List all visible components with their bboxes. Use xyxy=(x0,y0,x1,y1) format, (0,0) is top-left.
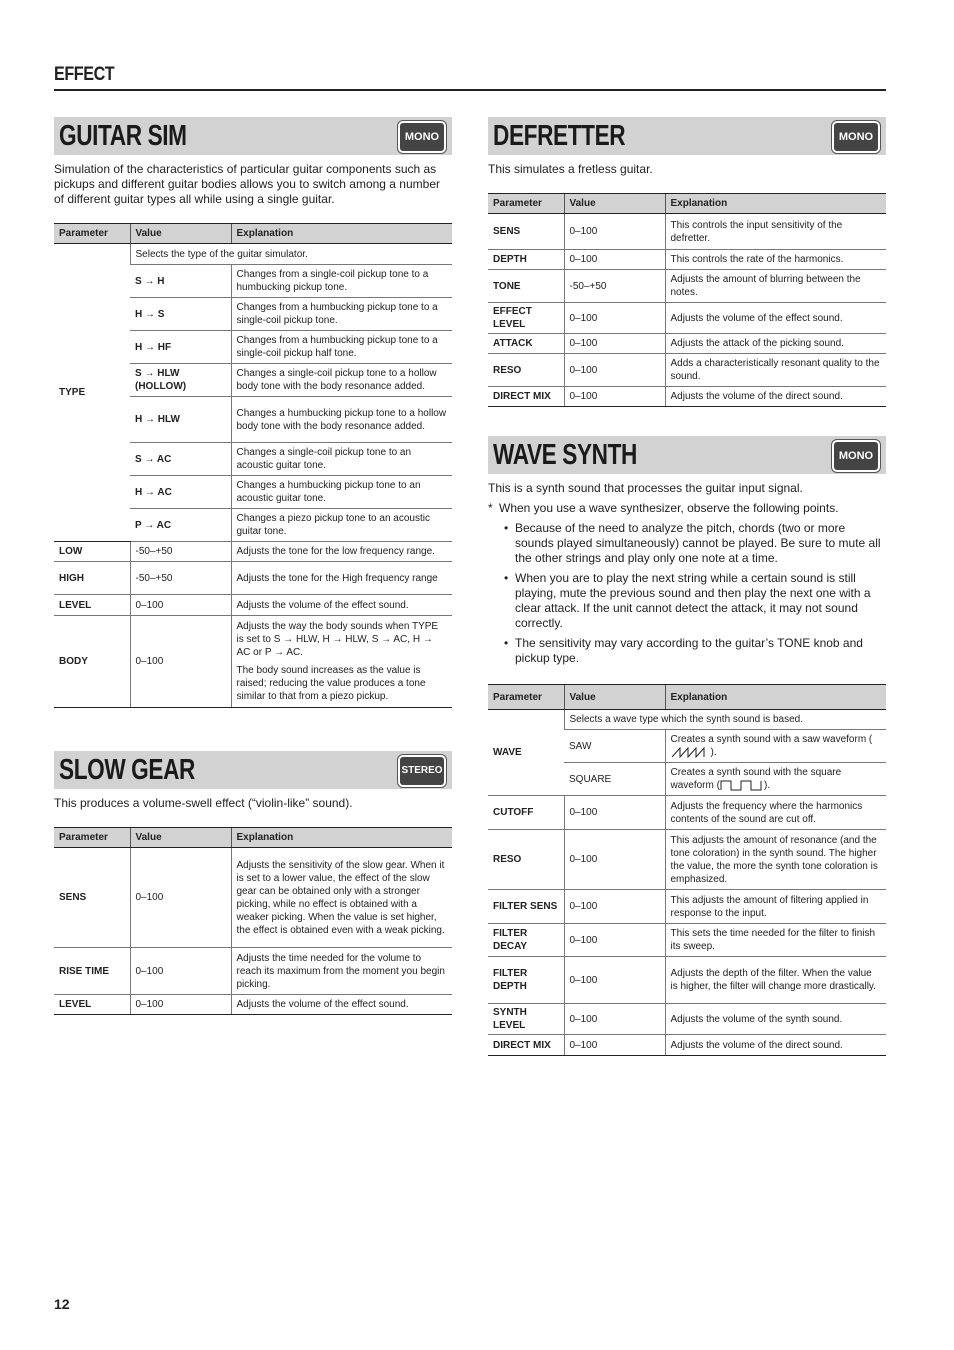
param-value: 0–100 xyxy=(564,387,665,407)
page-number: 12 xyxy=(54,1296,70,1312)
wave-synth-note xyxy=(488,501,886,516)
param-value: 0–100 xyxy=(130,595,231,616)
param-value: 0–100 xyxy=(564,214,665,250)
header-value: Value xyxy=(130,828,231,848)
header-explanation: Explanation xyxy=(665,685,886,710)
slow-gear-table-body xyxy=(54,848,452,1015)
list-item xyxy=(488,521,886,566)
table-row xyxy=(54,595,452,616)
body-explanation-1: Adjusts the way the body sounds when TYPE is set to S → HLW, H → HLW, S → AC, H → AC or P → AC. xyxy=(236,621,439,658)
param-explanation: This adjusts the amount of resonance (and the tone coloration) in the synth sound. The higher the value, the more the synth tone coloration is emphasized. xyxy=(665,830,886,890)
param-explanation: This controls the rate of the harmonics. xyxy=(665,250,886,270)
wave-option-text-end: ). xyxy=(763,780,771,791)
header-parameter: Parameter xyxy=(488,194,564,214)
slow-gear-intro: This produces a volume-swell effect (“violin-like” sound). xyxy=(54,796,353,810)
table-row xyxy=(488,924,886,957)
param-name: CUTOFF xyxy=(488,796,564,830)
header-explanation: Explanation xyxy=(231,224,452,244)
param-name: ATTACK xyxy=(488,334,564,354)
type-option-value: S → HLW (HOLLOW) xyxy=(130,364,231,397)
param-explanation: Adjusts the amount of blurring between the notes. xyxy=(665,270,886,303)
header-explanation: Explanation xyxy=(665,194,886,214)
param-name: LEVEL xyxy=(54,995,130,1015)
param-name: DEPTH xyxy=(488,250,564,270)
param-explanation: Adjusts the depth of the filter. When the value is higher, the filter will change more drastically. xyxy=(665,957,886,1004)
defretter-title: DEFRETTER xyxy=(493,120,626,152)
defretter-table-body xyxy=(488,214,886,407)
param-value: -50–+50 xyxy=(130,562,231,595)
param-value: 0–100 xyxy=(130,995,231,1015)
param-name: LOW xyxy=(54,542,130,562)
param-name: RESO xyxy=(488,354,564,387)
wave-description: Selects a wave type which the synth sound is based. xyxy=(564,710,886,730)
bullet-dot: • xyxy=(504,636,509,650)
body-explanation-2: The body sound increases as the value is raised; reducing the value produces a tone similar to that from a piezo pickup. xyxy=(236,665,426,702)
table-row xyxy=(488,334,886,354)
bullet-dot: • xyxy=(504,571,509,585)
defretter-title-bar xyxy=(488,117,886,155)
param-value: -50–+50 xyxy=(130,542,231,562)
param-value: 0–100 xyxy=(564,354,665,387)
type-option-value: H → HLW xyxy=(130,397,231,443)
type-option-value: S → AC xyxy=(130,443,231,476)
saw-wave-icon xyxy=(671,747,711,758)
param-name: FILTER DECAY xyxy=(488,924,564,957)
wave-synth-title: WAVE SYNTH xyxy=(493,439,637,471)
wave-option-value: SAW xyxy=(564,730,665,763)
param-explanation: This sets the time needed for the filter to finish its sweep. xyxy=(665,924,886,957)
param-value: 0–100 xyxy=(564,250,665,270)
param-explanation xyxy=(231,616,452,708)
mono-badge: MONO xyxy=(832,121,880,153)
param-explanation: Adds a characteristically resonant quality to the sound. xyxy=(665,354,886,387)
type-option-explanation: Changes a humbucking pickup tone to an acoustic guitar tone. xyxy=(231,476,452,509)
param-value: -50–+50 xyxy=(564,270,665,303)
param-explanation: Adjusts the attack of the picking sound. xyxy=(665,334,886,354)
table-header-row xyxy=(488,685,886,710)
param-value: 0–100 xyxy=(130,848,231,948)
header-parameter: Parameter xyxy=(54,828,130,848)
type-description: Selects the type of the guitar simulator. xyxy=(130,244,452,265)
header-divider xyxy=(54,89,886,91)
wave-synth-title-bar xyxy=(488,436,886,474)
type-option-explanation: Changes a humbucking pickup tone to a hollow body tone with the body resonance added. xyxy=(231,397,452,443)
header-parameter: Parameter xyxy=(488,685,564,710)
table-row xyxy=(488,303,886,334)
defretter-table xyxy=(488,193,886,407)
table-header-row xyxy=(488,194,886,214)
table-row xyxy=(54,995,452,1015)
table-row xyxy=(54,948,452,995)
note-text: When you use a wave synthesizer, observe the following points. xyxy=(499,501,839,515)
table-row xyxy=(488,387,886,407)
table-row xyxy=(488,830,886,890)
param-explanation: Adjusts the volume of the direct sound. xyxy=(665,1035,886,1056)
wave-option-explanation xyxy=(665,730,886,763)
table-row xyxy=(54,616,452,708)
param-explanation: Adjusts the frequency where the harmonics contents of the sound are cut off. xyxy=(665,796,886,830)
wave-synth-intro xyxy=(488,481,886,671)
bullet-text: Because of the need to analyze the pitch, chords (two or more sounds played simultaneously) cannot be played. Be sure to mute all the other strings and play only one note at a time. xyxy=(515,521,881,565)
stereo-badge: STEREO xyxy=(398,755,446,787)
table-row xyxy=(54,542,452,562)
table-row xyxy=(54,562,452,595)
param-explanation: Adjusts the volume of the effect sound. xyxy=(665,303,886,334)
param-name: RISE TIME xyxy=(54,948,130,995)
param-name: LEVEL xyxy=(54,595,130,616)
header-value: Value xyxy=(564,685,665,710)
param-name: DIRECT MIX xyxy=(488,1035,564,1056)
param-value: 0–100 xyxy=(130,948,231,995)
table-header-row xyxy=(54,224,452,244)
table-row xyxy=(488,354,886,387)
header-value: Value xyxy=(130,224,231,244)
table-row xyxy=(54,848,452,948)
type-option-explanation: Changes a piezo pickup tone to an acoustic guitar tone. xyxy=(231,509,452,542)
wave-option-value: SQUARE xyxy=(564,763,665,796)
guitar-sim-title: GUITAR SIM xyxy=(59,120,187,152)
list-item xyxy=(488,571,886,631)
param-name: FILTER DEPTH xyxy=(488,957,564,1004)
slow-gear-title: SLOW GEAR xyxy=(59,754,195,786)
type-option-explanation: Changes from a single-coil pickup tone to a humbucking pickup tone. xyxy=(231,265,452,298)
param-value: 0–100 xyxy=(564,957,665,1004)
table-row xyxy=(488,796,886,830)
guitar-sim-table xyxy=(54,223,452,708)
param-value: 0–100 xyxy=(564,334,665,354)
param-type: TYPE xyxy=(54,244,130,542)
param-explanation: Adjusts the sensitivity of the slow gear. When it is set to a lower value, the effect of the slow gear can be obtained only with a stronger picking, while no effect is obtained with a weaker picking. When the value is set higher, the effect is obtained even with a weak picking. xyxy=(231,848,452,948)
type-option-value: S → H xyxy=(130,265,231,298)
note-asterisk: * xyxy=(488,501,493,515)
guitar-sim-intro: Simulation of the characteristics of particular guitar components such as pickups and different guitar bodies allows you to switch among a number of different guitar types all while using a single guitar. xyxy=(54,162,440,206)
type-option-explanation: Changes from a humbucking pickup tone to a single-coil pickup tone. xyxy=(231,298,452,331)
square-wave-icon xyxy=(720,780,764,791)
param-explanation: This controls the input sensitivity of the defretter. xyxy=(665,214,886,250)
param-value: 0–100 xyxy=(564,924,665,957)
wave-option-text: Creates a synth sound with a saw waveform ( xyxy=(670,734,873,745)
param-value: 0–100 xyxy=(564,890,665,924)
wave-option-text-end: ). xyxy=(710,747,717,758)
list-item xyxy=(488,636,886,666)
bullet-dot: • xyxy=(504,521,509,535)
type-option-value: H → HF xyxy=(130,331,231,364)
table-row xyxy=(488,214,886,250)
type-option-explanation: Changes from a humbucking pickup tone to a single-coil pickup half tone. xyxy=(231,331,452,364)
slow-gear-title-bar xyxy=(54,751,452,789)
param-explanation: Adjusts the volume of the effect sound. xyxy=(231,995,452,1015)
param-name: DIRECT MIX xyxy=(488,387,564,407)
guitar-sim-title-bar xyxy=(54,117,452,155)
table-header-row xyxy=(54,828,452,848)
param-name: SENS xyxy=(54,848,130,948)
param-value: 0–100 xyxy=(564,303,665,334)
header-explanation: Explanation xyxy=(231,828,452,848)
param-value: 0–100 xyxy=(564,1035,665,1056)
param-explanation: Adjusts the tone for the low frequency range. xyxy=(231,542,452,562)
bullet-text: When you are to play the next string while a certain sound is still playing, mute the previous sound and then play the next one with a clear attack. If the unit cannot detect the attack, it may not sound correctly. xyxy=(515,571,871,630)
param-name: HIGH xyxy=(54,562,130,595)
param-explanation: This adjusts the amount of filtering applied in response to the input. xyxy=(665,890,886,924)
type-option-value: H → S xyxy=(130,298,231,331)
param-value: 0–100 xyxy=(564,830,665,890)
type-option-value: P → AC xyxy=(130,509,231,542)
table-row xyxy=(54,244,452,265)
table-row xyxy=(488,890,886,924)
defretter-intro: This simulates a fretless guitar. xyxy=(488,162,653,176)
table-row xyxy=(488,270,886,303)
param-name: BODY xyxy=(54,616,130,708)
param-value: 0–100 xyxy=(130,616,231,708)
mono-badge: MONO xyxy=(832,440,880,472)
param-explanation: Adjusts the tone for the High frequency range xyxy=(231,562,452,595)
type-option-explanation: Changes a single-coil pickup tone to a hollow body tone with the body resonance added. xyxy=(231,364,452,397)
param-name: RESO xyxy=(488,830,564,890)
param-value: 0–100 xyxy=(564,1004,665,1035)
bullet-text: The sensitivity may vary according to the guitar’s TONE knob and pickup type. xyxy=(515,636,863,665)
wave-synth-table-body xyxy=(488,710,886,1056)
param-name: FILTER SENS xyxy=(488,890,564,924)
param-name: EFFECT LEVEL xyxy=(488,303,564,334)
wave-synth-bullet-list xyxy=(488,521,886,666)
type-option-value: H → AC xyxy=(130,476,231,509)
param-explanation: Adjusts the time needed for the volume to reach its maximum from the moment you begin picking. xyxy=(231,948,452,995)
wave-option-text: Creates a synth sound with the square waveform ( xyxy=(670,767,842,791)
param-explanation: Adjusts the volume of the synth sound. xyxy=(665,1004,886,1035)
table-row xyxy=(488,710,886,730)
param-explanation: Adjusts the volume of the direct sound. xyxy=(665,387,886,407)
table-row xyxy=(488,957,886,1004)
table-row xyxy=(488,1004,886,1035)
guitar-sim-table-body xyxy=(54,244,452,708)
wave-synth-intro-text: This is a synth sound that processes the guitar input signal. xyxy=(488,481,803,495)
page-section-header: EFFECT xyxy=(54,64,115,85)
header-value: Value xyxy=(564,194,665,214)
param-name: SENS xyxy=(488,214,564,250)
wave-synth-table xyxy=(488,684,886,1056)
param-value: 0–100 xyxy=(564,796,665,830)
param-name: SYNTH LEVEL xyxy=(488,1004,564,1035)
wave-option-explanation xyxy=(665,763,886,796)
header-parameter: Parameter xyxy=(54,224,130,244)
mono-badge: MONO xyxy=(398,121,446,153)
slow-gear-table xyxy=(54,827,452,1015)
table-row xyxy=(488,1035,886,1056)
table-row xyxy=(488,250,886,270)
param-explanation: Adjusts the volume of the effect sound. xyxy=(231,595,452,616)
type-option-explanation: Changes a single-coil pickup tone to an acoustic guitar tone. xyxy=(231,443,452,476)
param-wave: WAVE xyxy=(488,710,564,796)
param-name: TONE xyxy=(488,270,564,303)
